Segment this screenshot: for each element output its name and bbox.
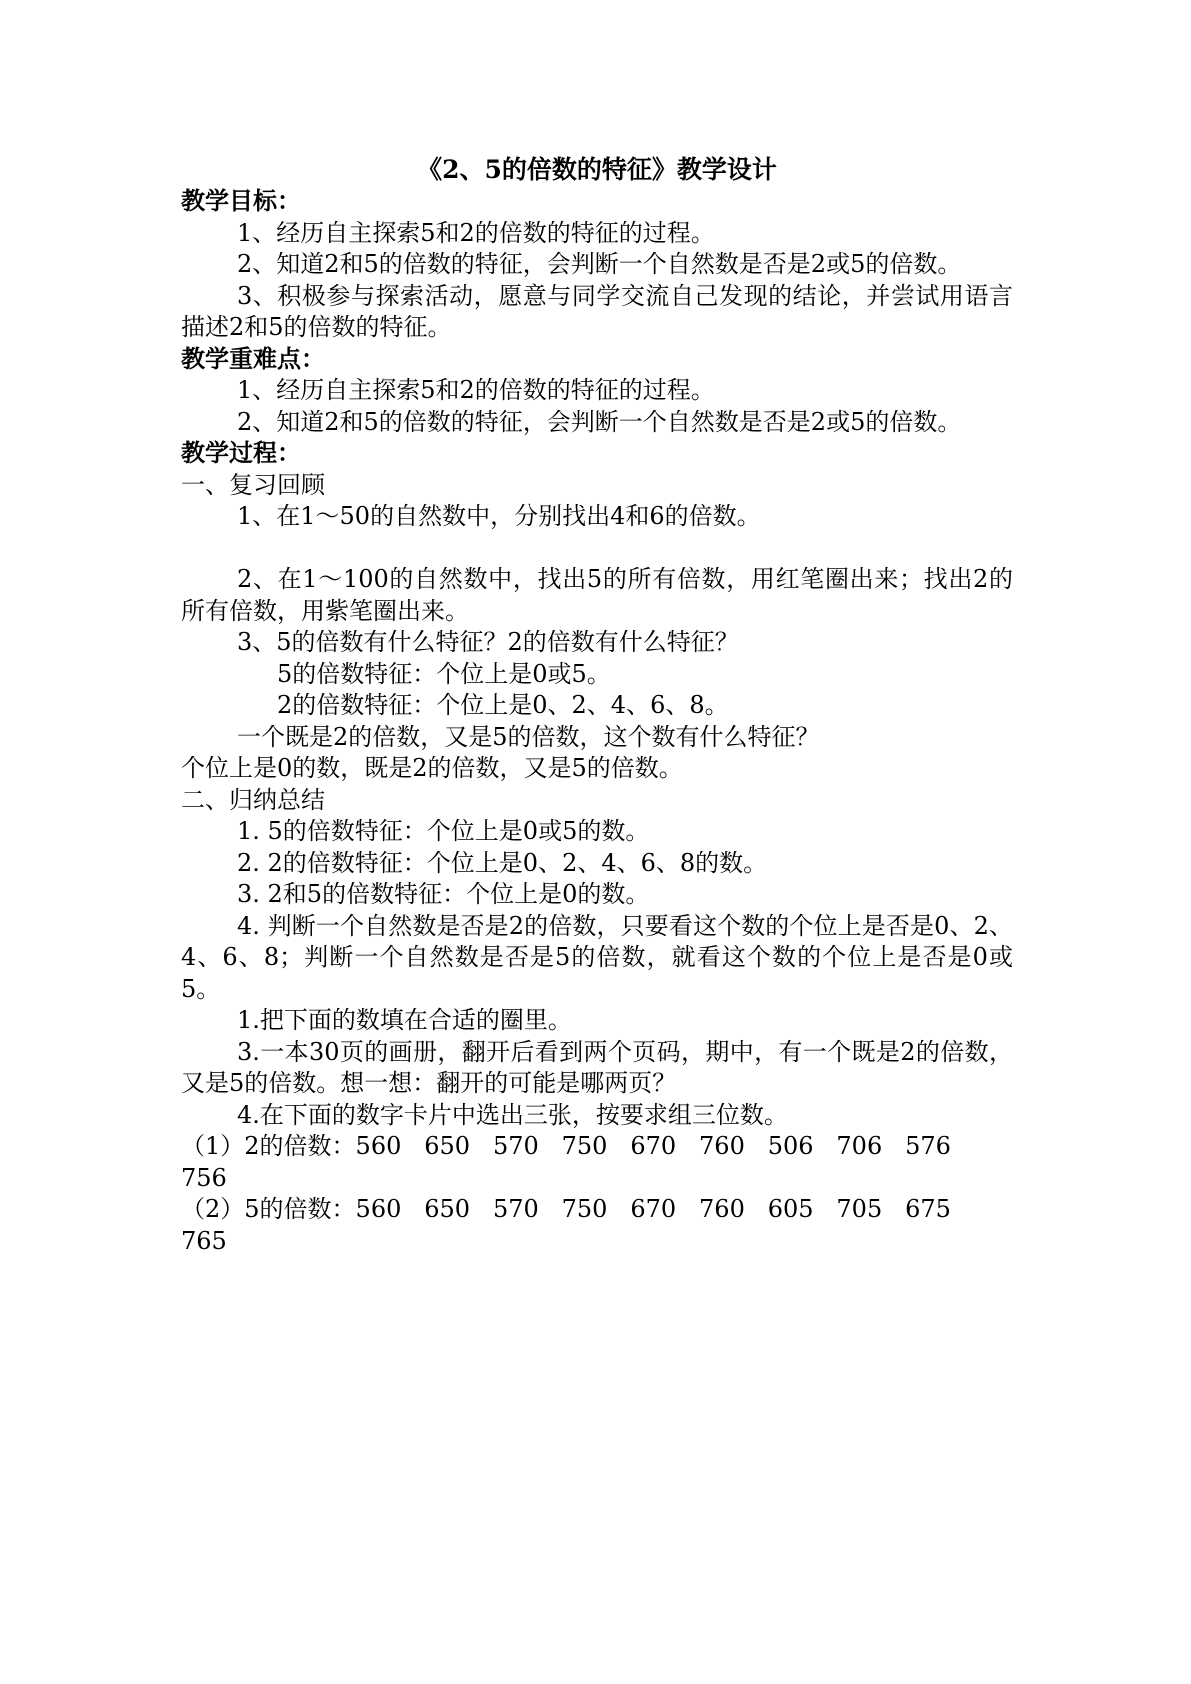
exercise-item: 1.把下面的数填在合适的圈里。 (237, 1006, 572, 1034)
multiples-of-5-row (181, 1194, 1013, 1226)
key-point-item: 1、经历自主探索5和2的倍数的特征的过程。 (237, 376, 715, 404)
objectives-heading: 教学目标： (181, 187, 301, 215)
multiples-of-5-label: （2）5的倍数： (181, 1195, 356, 1223)
multiples-of-2-label: （1）2的倍数： (181, 1132, 356, 1160)
review-item: 1、在1～50的自然数中，分别找出4和6的倍数。 (237, 502, 761, 530)
multiples-of-5-overflow: 765 (181, 1226, 227, 1255)
summary-item: 1. 5的倍数特征：个位上是0或5的数。 (237, 817, 650, 845)
summary-item: 3. 2和5的倍数特征：个位上是0的数。 (237, 880, 650, 908)
exercise-item: 4.在下面的数字卡片中选出三张，按要求组三位数。 (237, 1100, 788, 1129)
feature-line: 5的倍数特征：个位上是0或5。 (277, 659, 611, 688)
summary-item: 2. 2的倍数特征：个位上是0、2、4、6、8的数。 (237, 848, 768, 877)
multiples-of-2-row (181, 1131, 1013, 1163)
objective-item: 2、知道2和5的倍数的特征，会判断一个自然数是否是2或5的倍数。 (237, 250, 962, 278)
document-page (181, 154, 1013, 1257)
feature-line: 2的倍数特征：个位上是0、2、4、6、8。 (277, 691, 729, 719)
summary-item: 4. 判断一个自然数是否是2的倍数，只要看这个数的个位上是否是0、2、4、6、8；判断一个自然数是否是5的倍数，就看这个数的个位上是否是0或5。 (181, 911, 1013, 1003)
multiples-of-2-numbers: 560 650 570 750 670 760 506 706 576 (355, 1132, 951, 1160)
objective-item: 3、积极参与探索活动，愿意与同学交流自己发现的结论，并尝试用语言描述2和5的倍数的特征。 (181, 281, 1013, 341)
multiples-of-2-overflow: 756 (181, 1163, 227, 1192)
document-title: 《2、5的倍数的特征》教学设计 (417, 155, 777, 184)
process-heading: 教学过程： (181, 439, 301, 467)
review-item: 3、5的倍数有什么特征？2的倍数有什么特征？ (237, 628, 739, 656)
key-points-heading: 教学重难点： (181, 344, 325, 373)
section-title-review: 一、复习回顾 (181, 470, 325, 499)
multiples-of-5-numbers: 560 650 570 750 670 760 605 705 675 (355, 1195, 951, 1223)
exercise-item: 3.一本30页的画册，翻开后看到两个页码，期中，有一个既是2的倍数，又是5的倍数。想一想：翻开的可能是哪两页？ (181, 1037, 1013, 1097)
review-item: 2、在1～100的自然数中，找出5的所有倍数，用红笔圈出来；找出2的所有倍数，用紫笔圈出来。 (181, 565, 1013, 625)
review-answer: 个位上是0的数，既是2的倍数，又是5的倍数。 (181, 754, 683, 782)
blank-line (181, 533, 1013, 565)
key-point-item: 2、知道2和5的倍数的特征，会判断一个自然数是否是2或5的倍数。 (237, 407, 962, 436)
objective-item: 1、经历自主探索5和2的倍数的特征的过程。 (237, 218, 715, 247)
review-question: 一个既是2的倍数，又是5的倍数，这个数有什么特征？ (237, 722, 820, 751)
section-title-summary: 二、归纳总结 (181, 785, 325, 814)
